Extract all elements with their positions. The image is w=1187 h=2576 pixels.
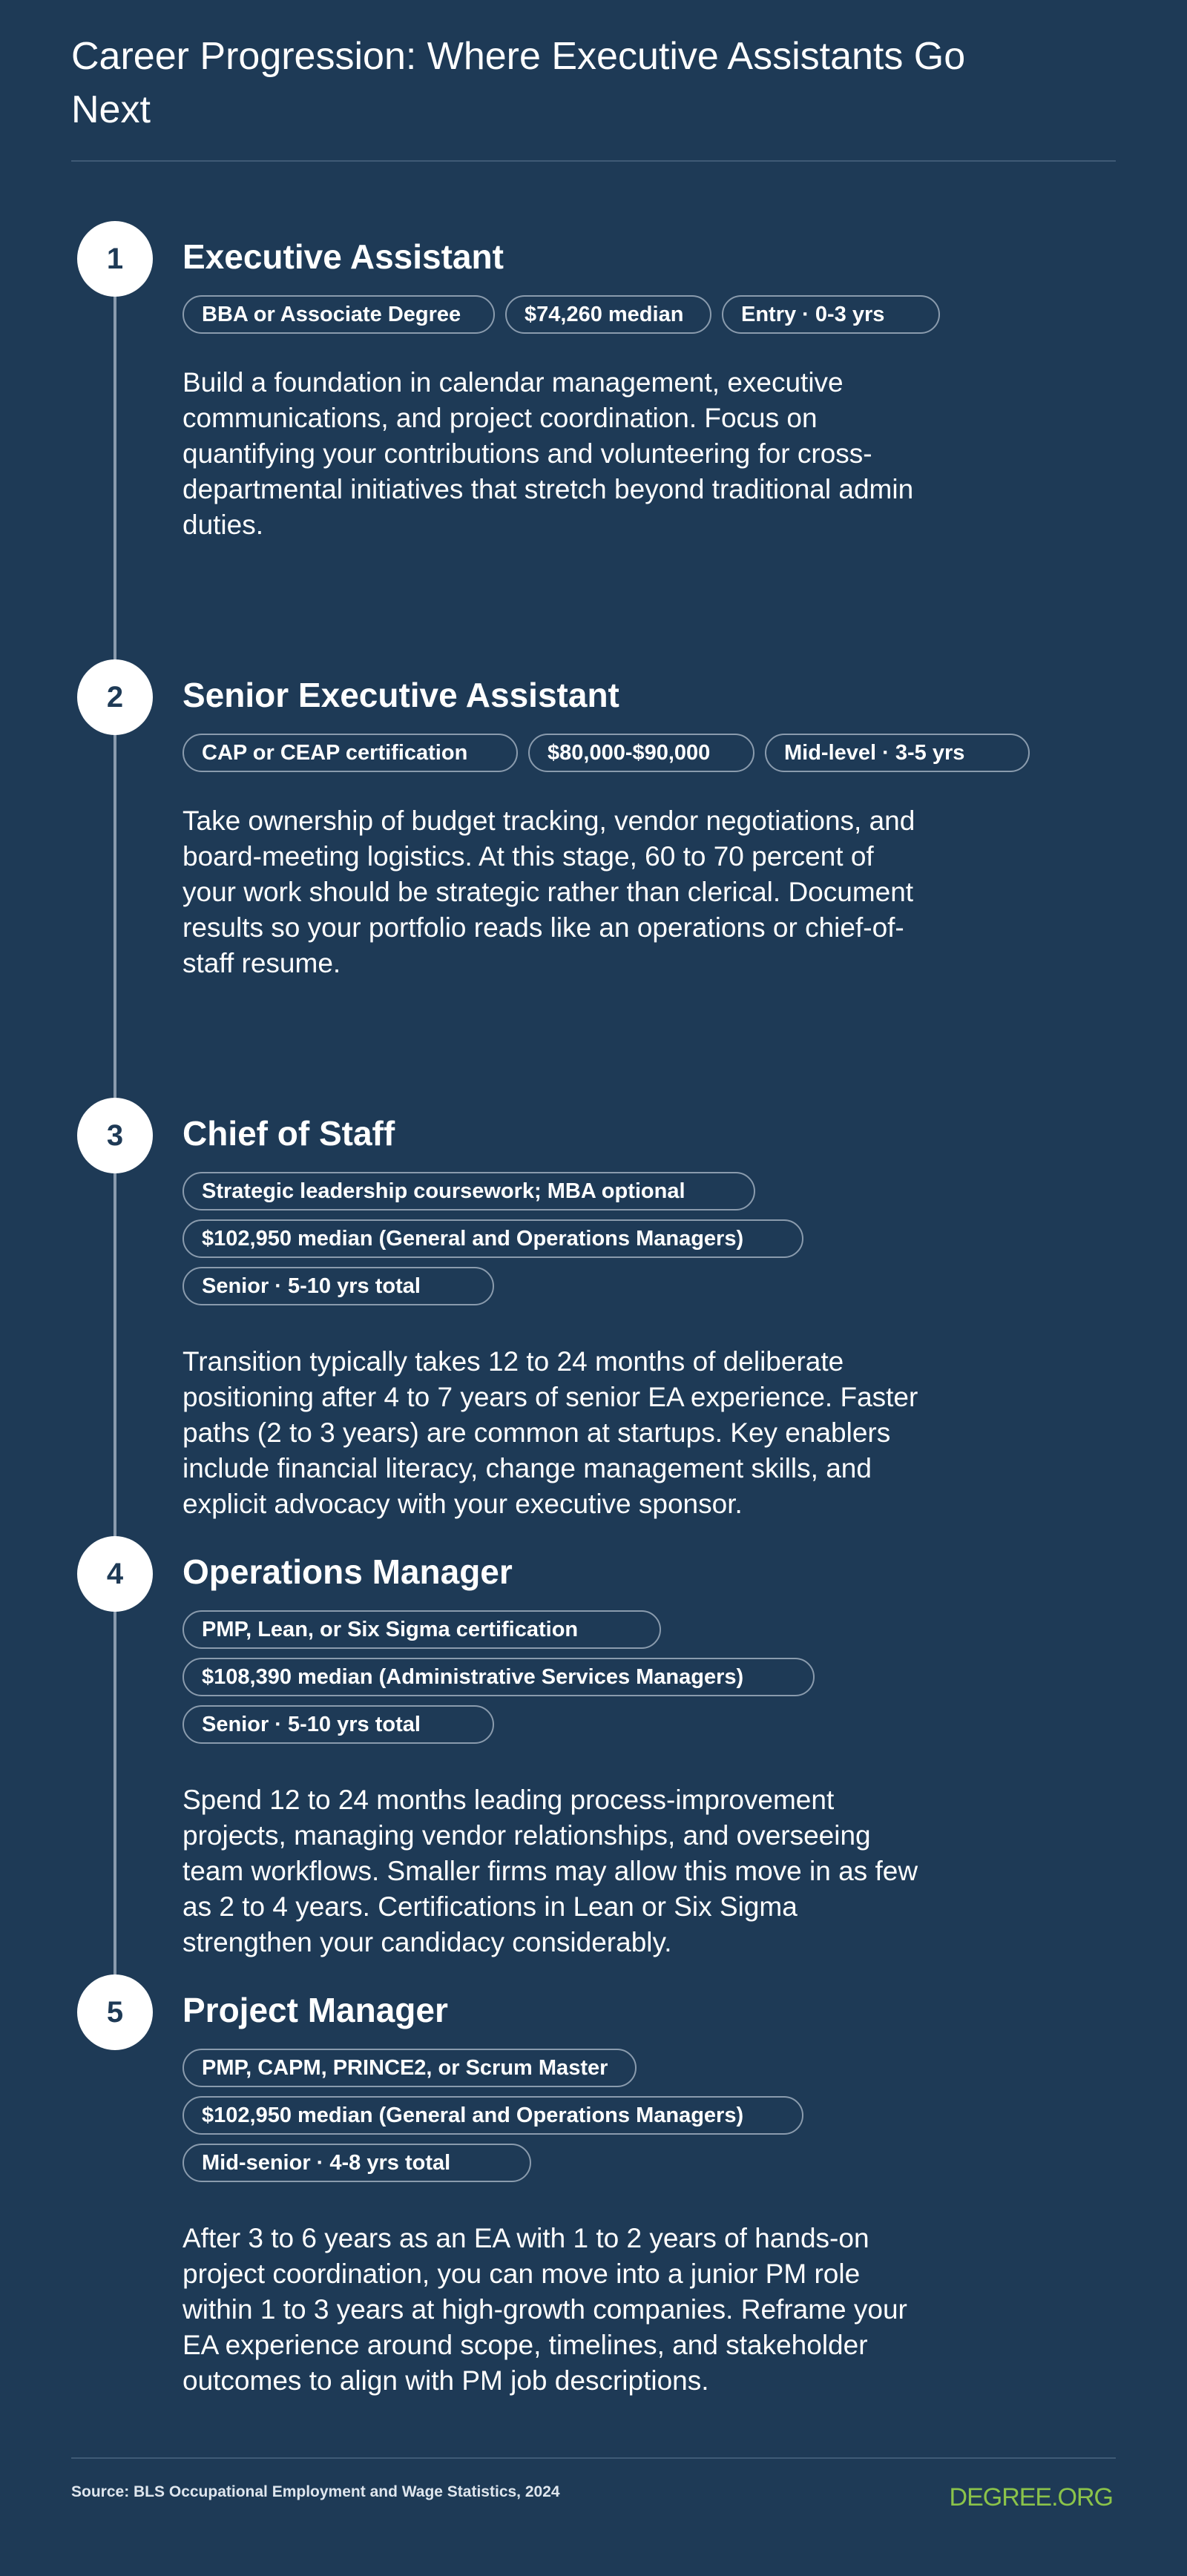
salary-pill: $80,000-$90,000 <box>528 734 754 772</box>
step-title: Chief of Staff <box>183 1114 395 1153</box>
step-description: Take ownership of budget tracking, vendor negotiations, and board-meeting logistics. At this stage, 60 to 70 percent of your work should be strategic rather than clerical. Document results so your portfolio reads like an operations or chief-of-staff resume. <box>183 806 915 978</box>
step-number: 1 <box>77 221 153 297</box>
step-title: Senior Executive Assistant <box>183 676 619 714</box>
step-number: 5 <box>77 1974 153 2050</box>
salary-pill: $102,950 median (General and Operations Managers) <box>183 1219 803 1258</box>
step-description: Spend 12 to 24 months leading process-improvement projects, managing vendor relationships, and overseeing team workflows. Smaller firms may allow this move in as few as 2 to 4 years. Certifications in Lean or Six Sigma strengthen your candidacy considerably. <box>183 1785 918 1957</box>
level-pill: Senior · 5-10 yrs total <box>183 1267 494 1305</box>
step-number: 2 <box>77 659 153 735</box>
step-description: Build a foundation in calendar management, executive communications, and project coordination. Focus on quantifying your contributions and volunteering for cross-departmental initiatives that stretch beyond traditional admin duties. <box>183 367 914 540</box>
step-pills <box>183 295 940 334</box>
step-pills <box>183 1610 815 1744</box>
page-title: Career Progression: Where Executive Assistants Go Next <box>71 35 966 131</box>
level-pill: Entry · 0-3 yrs <box>722 295 940 334</box>
step-title: Operations Manager <box>183 1552 513 1591</box>
bottom-divider <box>71 2457 1116 2459</box>
top-divider <box>71 160 1116 162</box>
salary-pill: $108,390 median (Administrative Services Managers) <box>183 1658 815 1696</box>
step-pills <box>183 734 1030 772</box>
step-title: Executive Assistant <box>183 237 504 276</box>
level-pill: Mid-senior · 4-8 yrs total <box>183 2144 531 2182</box>
education-pill: Strategic leadership coursework; MBA optional <box>183 1172 755 1210</box>
salary-pill: $102,950 median (General and Operations Managers) <box>183 2096 803 2135</box>
level-pill: Mid-level · 3-5 yrs <box>765 734 1030 772</box>
education-pill: PMP, CAPM, PRINCE2, or Scrum Master <box>183 2049 637 2087</box>
education-pill: BBA or Associate Degree <box>183 295 495 334</box>
step-pills <box>183 2049 803 2182</box>
level-pill: Senior · 5-10 yrs total <box>183 1705 494 1744</box>
education-pill: PMP, Lean, or Six Sigma certification <box>183 1610 661 1649</box>
step-pills <box>183 1172 803 1305</box>
step-number: 4 <box>77 1536 153 1612</box>
education-pill: CAP or CEAP certification <box>183 734 518 772</box>
brand-logo: DEGREE.ORG <box>949 2483 1113 2511</box>
step-description: Transition typically takes 12 to 24 months of deliberate positioning after 4 to 7 years of senior EA experience. Faster paths (2 to 3 years) are common at startups. Key enablers include financial literacy, change management skills, and explicit advocacy with your executive sponsor. <box>183 1346 918 1519</box>
salary-pill: $74,260 median <box>505 295 711 334</box>
source-note: Source: BLS Occupational Employment and Wage Statistics, 2024 <box>71 2483 560 2500</box>
step-description: After 3 to 6 years as an EA with 1 to 2 years of hands-on project coordination, you can move into a junior PM role within 1 to 3 years at high-growth companies. Reframe your EA experience around scope, timelines, and stakeholder outcomes to align with PM job descriptions. <box>183 2223 907 2396</box>
step-title: Project Manager <box>183 1991 448 2029</box>
step-number: 3 <box>77 1098 153 1173</box>
